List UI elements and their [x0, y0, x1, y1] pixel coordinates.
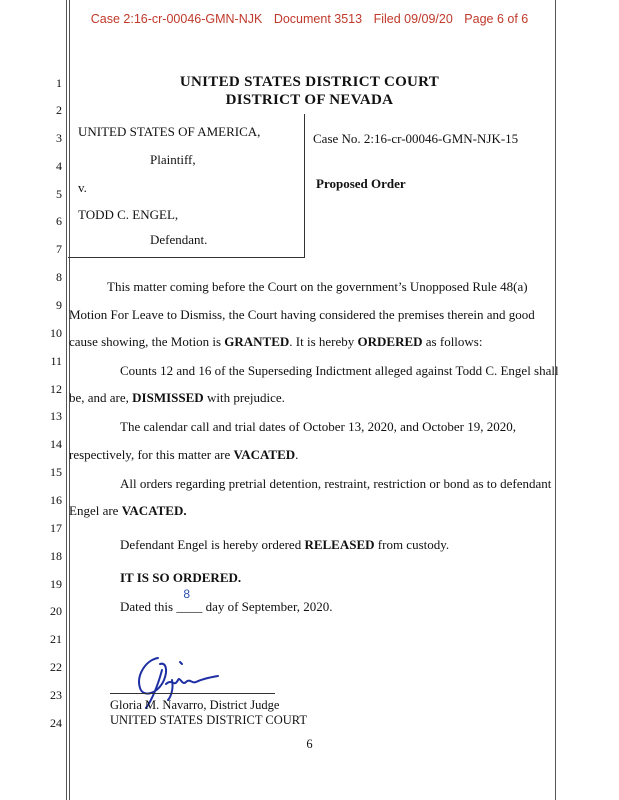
line-number: 17 — [50, 521, 62, 535]
text-segment: cause showing, the Motion is — [69, 334, 225, 349]
court-name: UNITED STATES DISTRICT COURT — [179, 74, 440, 90]
line-number: 22 — [50, 660, 62, 674]
caption-defendant-name: TODD C. ENGEL, — [78, 207, 179, 222]
line-number: 6 — [56, 214, 62, 228]
text-segment: be, and are, — [69, 390, 133, 405]
caption-versus: v. — [78, 180, 87, 195]
header-page: Page 6 of 6 — [464, 12, 529, 26]
text-segment: with prejudice. — [203, 390, 285, 405]
caption-divider-vertical — [304, 114, 305, 258]
text-segment: Engel are — [69, 503, 122, 518]
paragraph-4-line-1: All orders regarding pretrial detention, restraint, restriction or bond as to defendant — [120, 476, 552, 491]
paragraph-4-line-2 — [69, 503, 187, 519]
line-number: 13 — [50, 409, 62, 423]
line-number: 19 — [50, 577, 62, 591]
line-number: 4 — [56, 159, 62, 173]
header-case-number: Case 2:16-cr-00046-GMN-NJK — [90, 12, 263, 26]
vacated-text: VACATED. — [121, 503, 187, 518]
line-number: 20 — [50, 604, 62, 618]
dismissed-text: DISMISSED — [132, 390, 204, 405]
text-segment: Dated this — [120, 599, 174, 614]
filing-header — [0, 12, 619, 26]
line-number: 9 — [56, 298, 62, 312]
line-number: 2 — [56, 103, 62, 117]
day-value: 8 — [183, 587, 191, 601]
line-number: 15 — [50, 465, 62, 479]
text-segment: Defendant Engel is hereby ordered — [120, 537, 305, 552]
line-number: 16 — [50, 493, 62, 507]
text-segment: day of September, 2020. — [202, 599, 333, 614]
text-segment: . It is hereby — [289, 334, 358, 349]
paragraph-3-line-2 — [69, 447, 298, 463]
text-segment: respectively, for this matter are — [69, 447, 234, 462]
line-number: 12 — [50, 382, 62, 396]
judge-court: UNITED STATES DISTRICT COURT — [110, 713, 307, 727]
released-text: RELEASED — [304, 537, 375, 552]
paragraph-2-line-1: Counts 12 and 16 of the Superseding Indictment alleged against Todd C. Engel shall — [120, 363, 559, 378]
caption-plaintiff-name: UNITED STATES OF AMERICA, — [78, 124, 261, 139]
line-number: 21 — [50, 632, 62, 646]
text-segment: from custody. — [374, 537, 450, 552]
header-filed: Filed 09/09/20 — [373, 12, 453, 26]
header-document: Document 3513 — [273, 12, 363, 26]
dated-line — [120, 587, 333, 615]
text-segment: as follows: — [422, 334, 483, 349]
granted-text: GRANTED — [224, 334, 290, 349]
vacated-text: VACATED — [233, 447, 296, 462]
case-number: Case No. 2:16-cr-00046-GMN-NJK-15 — [313, 131, 519, 146]
line-number: 5 — [56, 187, 62, 201]
line-number: 18 — [50, 549, 62, 563]
judge-name: Gloria M. Navarro, District Judge — [110, 698, 280, 712]
line-number: 7 — [56, 242, 62, 256]
so-ordered: IT IS SO ORDERED. — [120, 570, 242, 585]
paragraph-1-line-1: This matter coming before the Court on the government’s Unopposed Rule 48(a) — [107, 279, 528, 294]
page-number: 6 — [306, 737, 313, 751]
caption-defendant-role: Defendant. — [150, 232, 208, 247]
line-number: 1 — [56, 76, 62, 90]
paragraph-2-line-2 — [69, 390, 285, 406]
caption-divider-horizontal — [68, 257, 304, 258]
court-district: DISTRICT OF NEVADA — [225, 92, 394, 108]
caption-plaintiff-role: Plaintiff, — [150, 152, 196, 167]
paragraph-1-line-3 — [69, 334, 482, 350]
line-number: 8 — [56, 270, 62, 284]
line-number: 10 — [50, 326, 62, 340]
signature-line — [110, 693, 275, 694]
paragraph-5 — [120, 537, 449, 553]
left-margin-line-1 — [66, 0, 67, 800]
line-number: 14 — [50, 437, 62, 451]
paragraph-1-line-2: Motion For Leave to Dismiss, the Court having considered the premises therein and good — [69, 307, 535, 322]
paragraph-3-line-1: The calendar call and trial dates of October 13, 2020, and October 19, 2020, — [120, 419, 516, 434]
line-number: 24 — [50, 716, 62, 730]
text-segment: . — [295, 447, 299, 462]
line-number: 3 — [56, 131, 62, 145]
line-number: 11 — [50, 354, 62, 368]
day-blank — [176, 587, 203, 614]
document-title: Proposed Order — [316, 176, 406, 191]
right-margin-line — [555, 0, 556, 800]
day-underscore: ____ — [176, 599, 203, 614]
ordered-text: ORDERED — [357, 334, 423, 349]
line-number: 23 — [50, 688, 62, 702]
